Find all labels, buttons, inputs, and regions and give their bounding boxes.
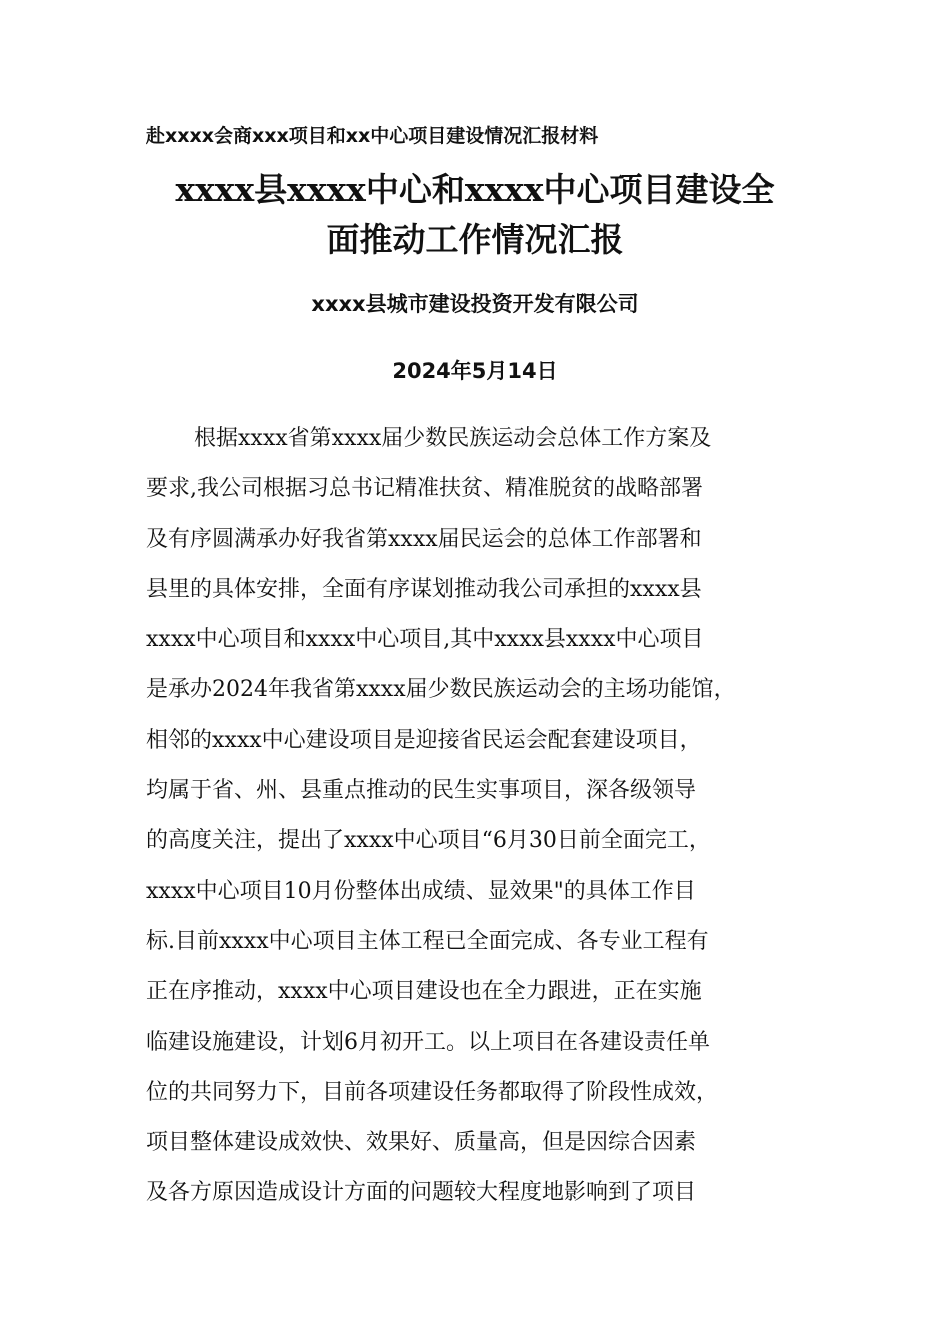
body-line: 及有序圆满承办好我省第xxxx届民运会的总体工作部署和	[146, 526, 702, 552]
body-line: 根据xxxx省第xxxx届少数民族运动会总体工作方案及	[194, 426, 712, 451]
body-line: 相邻的xxxx中心建设项目是迎接省民运会配套建设项目，	[146, 727, 702, 753]
body-paragraph	[146, 418, 816, 1223]
report-date: 2024年5月14日	[392, 359, 558, 383]
document-title-line-2: 面推动工作情况汇报	[326, 220, 624, 259]
body-line: 均属于省、州、县重点推动的民生实事项目，深各级领导	[146, 778, 697, 804]
body-line: xxxx中心项目10月份整体出成绩、显效果"的具体工作目	[146, 878, 696, 904]
body-line: 及各方原因造成设计方面的问题较大程度地影响到了项目	[146, 1180, 697, 1206]
body-line: 临建设施建设，计划6月初开工。以上项目在各建设责任单	[146, 1029, 710, 1055]
body-line: 是承办2024年我省第xxxx届少数民族运动会的主场功能馆，	[146, 677, 736, 703]
company-name: xxxx县城市建设投资开发有限公司	[311, 292, 639, 316]
body-line: 位的共同努力下，目前各项建设任务都取得了阶段性成效，	[146, 1079, 719, 1105]
body-line: 标.目前xxxx中心项目主体工程已全面完成、各专业工程有	[146, 928, 709, 954]
header-note: 赴xxxx会商xxx项目和xx中心项目建设情况汇报材料	[146, 125, 599, 147]
body-line: 项目整体建设成效快、效果好、质量高，但是因综合因素	[146, 1130, 697, 1156]
body-line: 县里的具体安排，全面有序谋划推动我公司承担的xxxx县	[146, 576, 702, 602]
document-title-line-1: xxxx县xxxx中心和xxxx中心项目建设全	[175, 170, 775, 209]
body-line: 要求,我公司根据习总书记精准扶贫、精准脱贫的战略部署	[146, 476, 703, 502]
body-line: 的高度关注，提出了xxxx中心项目“6月30日前全面完工，	[146, 828, 711, 854]
body-line: 正在序推动，xxxx中心项目建设也在全力跟进，正在实施	[146, 979, 702, 1005]
body-line: xxxx中心项目和xxxx中心项目,其中xxxx县xxxx中心项目	[146, 627, 704, 653]
